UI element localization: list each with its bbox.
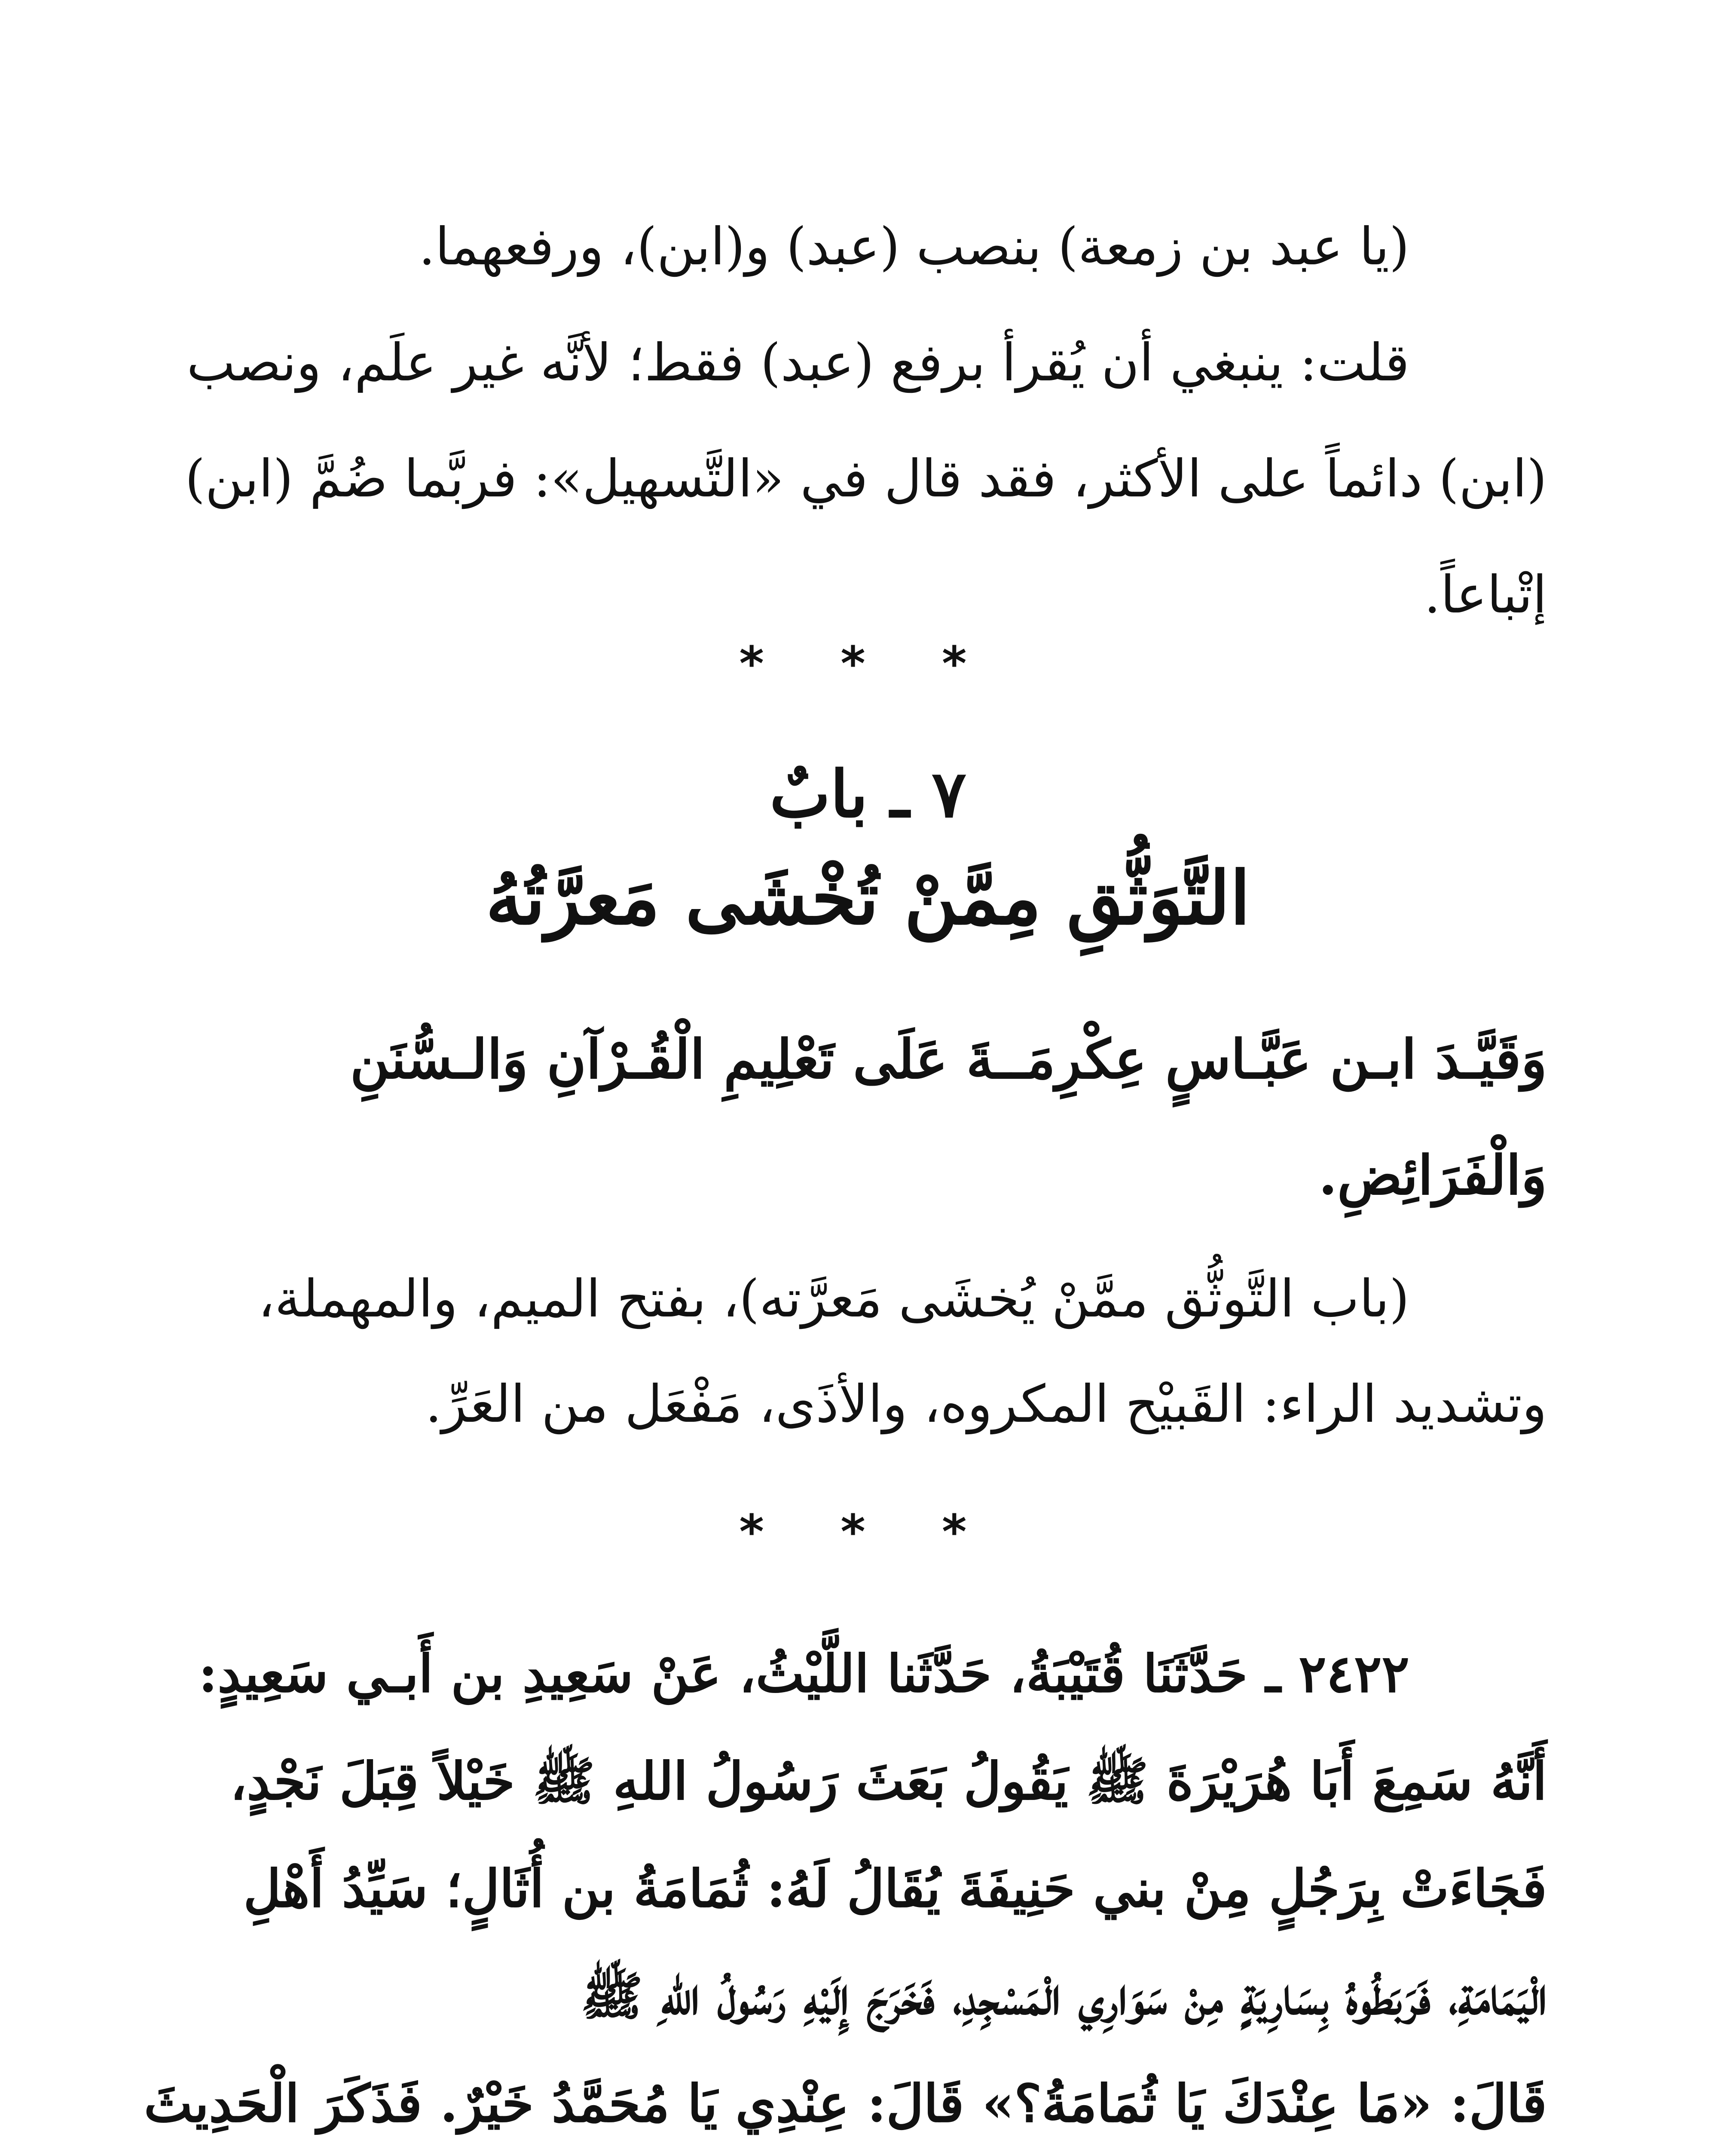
chapter-number: ٧ ـ بابٌ — [770, 756, 966, 832]
text-line: وَالْفَرَائِضِ. — [1318, 1144, 1547, 1207]
text-line: إتْباعاً. — [1424, 565, 1547, 625]
text-line: وَقَيَّـدَ ابـن عَبَّـاسٍ عِكْرِمَــةَ عَلَى تَعْلِيمِ الْقُـرْآنِ وَالـسُّنَنِ — [350, 1028, 1547, 1091]
chapter-title: التَّوَثُّقِ مِمَّنْ تُخْشَى مَعرَّتُهُ — [486, 855, 1250, 941]
section-separator: * * * — [739, 1504, 997, 1559]
text-line: فَجَاءَتْ بِرَجُلٍ مِنْ بني حَنِيفَةَ يُقَالُ لَهُ: ثُمَامَةُ بن أُثَالٍ؛ سَيِّدُ أَهْلِ — [243, 1858, 1547, 1919]
text-line: أَنَّهُ سَمِعَ أَبَا هُرَيْرَةَ ﷺ يَقُولُ بَعَثَ رَسُولُ اللهِ ﷺ خَيْلاً قِبَلَ نَجْدٍ، — [230, 1751, 1547, 1812]
section-separator: * * * — [739, 636, 997, 691]
commentary-paragraph — [202, 1246, 1547, 1457]
text-line: ٢٤٢٢ ـ حَدَّثَنَا قُتَيْبَةُ، حَدَّثَنا اللَّيْثُ، عَنْ سَعِيدِ بن أَبـي سَعِيدٍ: — [198, 1644, 1409, 1704]
hadith-paragraph — [144, 1620, 1547, 2149]
text-line: قلت: ينبغي أن يُقرأ برفع (عبد) فقط؛ لأنَّه غير علَم، ونصب — [186, 333, 1409, 393]
text-line: (يا عبد بن زمعة) بنصب (عبد) و(ابن)، ورفعهما. — [419, 217, 1409, 277]
text-line: وتشديد الراء: القَبيْح المكروه، والأذَى، مَفْعَل من العَرِّ. — [425, 1375, 1547, 1434]
text-line: قَالَ: «مَا عِنْدَكَ يَا ثُمَامَةُ؟» قَالَ: عِنْدِي يَا مُحَمَّدُ خَيْرٌ. فَذَكَرَ الْحَدِيثَ — [144, 2073, 1547, 2134]
matn-paragraph — [202, 1001, 1547, 1234]
text-line: (ابن) دائماً على الأكثر، فقد قال في «التَّسهيل»: فربَّما ضُمَّ (ابن) — [185, 449, 1547, 509]
text-line: الْيَمَامَةِ، فَرَبَطُوهُ بِسَارِيَةٍ مِنْ سَوَارِي الْمَسْجِدِ، فَخَرَجَ إِلَيْهِ رَسُولُ اللهِ ﷺ — [581, 1966, 1547, 2027]
text-line: (باب التَّوثُّق ممَّنْ يُخشَى مَعرَّته)، بفتح الميم، والمهملة، — [258, 1269, 1409, 1329]
commentary-paragraph-top — [185, 189, 1547, 653]
